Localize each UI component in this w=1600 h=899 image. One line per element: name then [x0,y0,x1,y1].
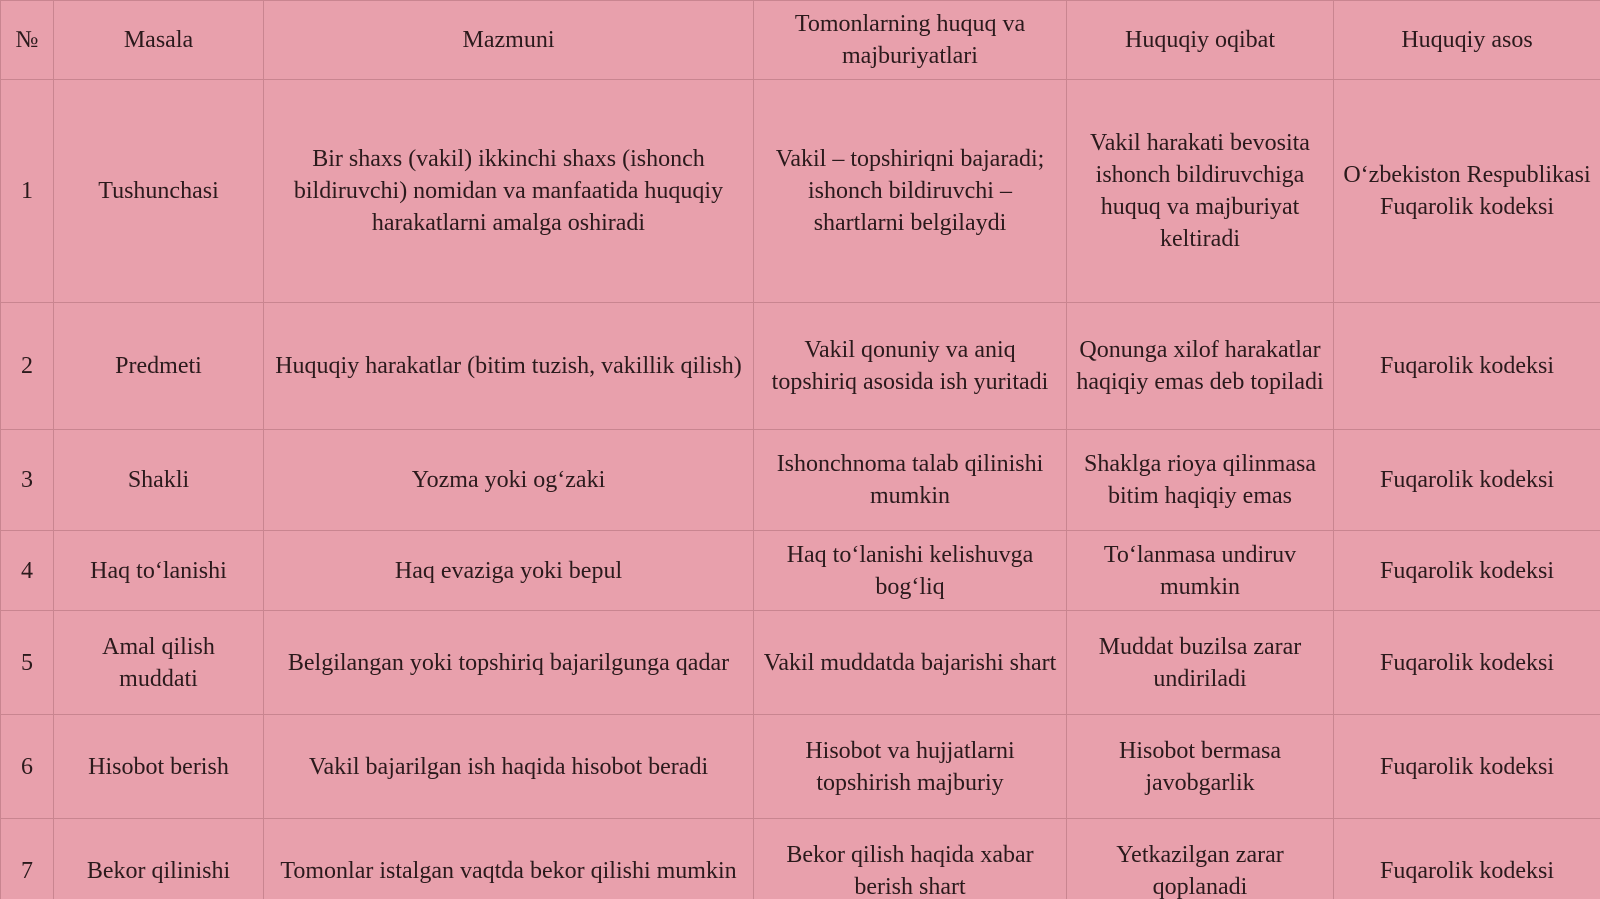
cell-oqibat: Vakil harakati bevosita ishonch bildiruvchiga huquq va majburiyat keltiradi [1067,80,1334,303]
table-row [1,430,1600,531]
cell-mazmuni: Belgilangan yoki topshiriq bajarilgunga qadar [264,611,754,715]
cell-masala: Bekor qilinishi [54,819,264,899]
cell-asos: Fuqarolik kodeksi [1334,303,1600,430]
cell-masala: Tushunchasi [54,80,264,303]
cell-number: 1 [1,80,54,303]
cell-mazmuni: Vakil bajarilgan ish haqida hisobot beradi [264,715,754,819]
cell-huquq: Bekor qilish haqida xabar berish shart [754,819,1067,899]
cell-huquq: Ishonchnoma talab qilinishi mumkin [754,430,1067,531]
header-number: № [1,1,54,80]
table-row [1,303,1600,430]
table-row [1,819,1600,899]
cell-huquq: Vakil – topshiriqni bajaradi; ishonch bildiruvchi – shartlarni belgilaydi [754,80,1067,303]
header-row [1,1,1600,80]
table-row [1,611,1600,715]
cell-asos: Fuqarolik kodeksi [1334,819,1600,899]
table-row [1,80,1600,303]
cell-number: 4 [1,531,54,611]
cell-oqibat: Hisobot bermasa javobgarlik [1067,715,1334,819]
header-mazmuni: Mazmuni [264,1,754,80]
cell-huquq: Vakil qonuniy va aniq topshiriq asosida ish yuritadi [754,303,1067,430]
cell-mazmuni: Bir shaxs (vakil) ikkinchi shaxs (ishonch bildiruvchi) nomidan va manfaatida huquqiy harakatlarni amalga oshiradi [264,80,754,303]
cell-asos: Fuqarolik kodeksi [1334,531,1600,611]
cell-mazmuni: Yozma yoki og‘zaki [264,430,754,531]
cell-asos: Fuqarolik kodeksi [1334,611,1600,715]
cell-masala: Haq to‘lanishi [54,531,264,611]
table-row [1,531,1600,611]
header-huquq: Tomonlarning huquq va majburiyatlari [754,1,1067,80]
cell-asos: Fuqarolik kodeksi [1334,715,1600,819]
cell-masala: Hisobot berish [54,715,264,819]
cell-oqibat: To‘lanmasa undiruv mumkin [1067,531,1334,611]
cell-mazmuni: Haq evaziga yoki bepul [264,531,754,611]
cell-number: 3 [1,430,54,531]
header-oqibat: Huquqiy oqibat [1067,1,1334,80]
cell-masala: Predmeti [54,303,264,430]
cell-oqibat: Qonunga xilof harakatlar haqiqiy emas deb topiladi [1067,303,1334,430]
cell-number: 6 [1,715,54,819]
table-row [1,715,1600,819]
cell-mazmuni: Huquqiy harakatlar (bitim tuzish, vakillik qilish) [264,303,754,430]
cell-huquq: Haq to‘lanishi kelishuvga bog‘liq [754,531,1067,611]
cell-number: 5 [1,611,54,715]
cell-number: 7 [1,819,54,899]
cell-masala: Shakli [54,430,264,531]
cell-asos: O‘zbekiston Respublikasi Fuqarolik kodeksi [1334,80,1600,303]
cell-asos: Fuqarolik kodeksi [1334,430,1600,531]
cell-number: 2 [1,303,54,430]
header-asos: Huquqiy asos [1334,1,1600,80]
cell-masala: Amal qilish muddati [54,611,264,715]
cell-oqibat: Yetkazilgan zarar qoplanadi [1067,819,1334,899]
cell-huquq: Vakil muddatda bajarishi shart [754,611,1067,715]
cell-oqibat: Muddat buzilsa zarar undiriladi [1067,611,1334,715]
cell-huquq: Hisobot va hujjatlarni topshirish majburiy [754,715,1067,819]
cell-oqibat: Shaklga rioya qilinmasa bitim haqiqiy emas [1067,430,1334,531]
header-masala: Masala [54,1,264,80]
cell-mazmuni: Tomonlar istalgan vaqtda bekor qilishi mumkin [264,819,754,899]
